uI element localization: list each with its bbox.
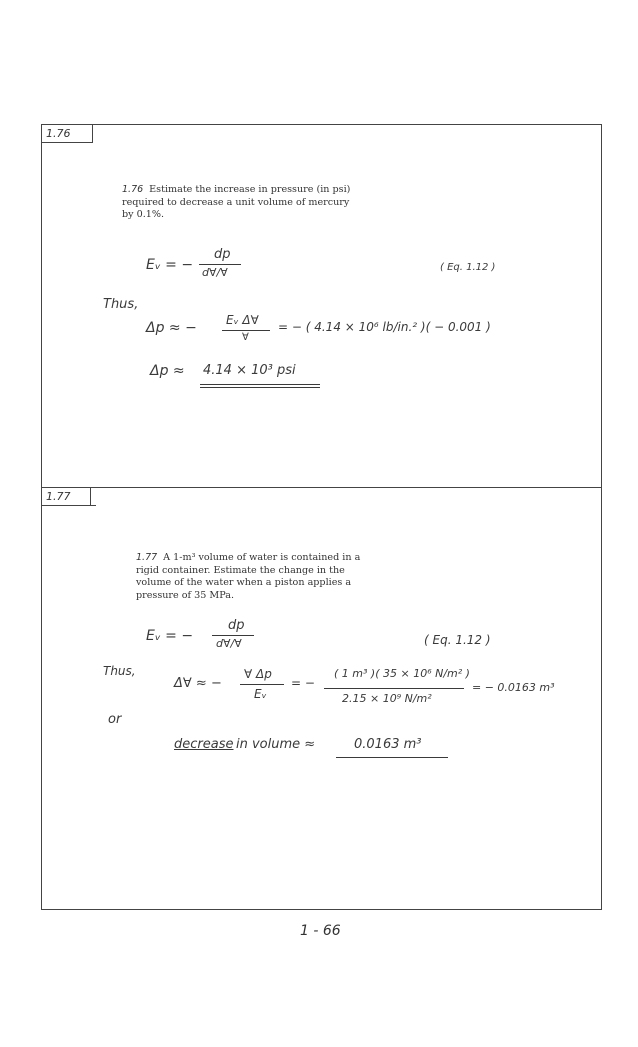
answer-underline	[200, 387, 320, 388]
answer-value: 0.0163 m³	[354, 737, 422, 752]
answer-underline	[336, 757, 448, 758]
problem-tag-1-77: 1.77	[41, 487, 91, 506]
dv-result: = − 0.0163 m³	[472, 681, 555, 694]
fraction-bar	[324, 688, 464, 689]
problem-statement-1-77	[136, 552, 366, 602]
equation-reference: ( Eq. 1.12 )	[440, 262, 496, 273]
problem-text: Estimate the increase in pressure (in psi) required to decrease a unit volume of mercury by 0.1%.	[122, 184, 351, 220]
solution-frame	[41, 124, 602, 910]
problem-number: 1.77	[136, 552, 158, 563]
dv-numerator: ∀ Δp	[244, 667, 272, 681]
ev-denominator: d∀/∀	[216, 637, 242, 650]
answer-underline	[200, 384, 320, 385]
or-label: or	[108, 712, 122, 727]
dp-denominator: ∀	[242, 332, 249, 343]
dp-numerator: Eᵥ Δ∀	[226, 313, 259, 327]
section-divider	[41, 487, 602, 488]
answer-value: 4.14 × 10³ psi	[203, 363, 296, 378]
fraction-bar	[199, 264, 241, 265]
dv-equals: = −	[291, 676, 315, 690]
fraction-bar	[212, 635, 254, 636]
ev-numerator: dp	[228, 618, 245, 633]
answer-lhs: Δp ≈	[150, 363, 185, 379]
dv-denominator: Eᵥ	[254, 687, 267, 701]
fraction-bar	[222, 330, 270, 331]
page-number: 1 - 66	[300, 923, 341, 939]
problem-text: A 1-m³ volume of water is contained in a rigid container. Estimate the change in the volume of the water when a piston applies a pressure of 35 MPa.	[136, 552, 361, 601]
problem-statement-1-76	[122, 184, 362, 222]
answer-mid: in volume ≈	[236, 737, 316, 752]
answer-label: decrease	[174, 737, 234, 752]
equation-reference: ( Eq. 1.12 )	[424, 633, 491, 647]
dv-numerator-2: ( 1 m³ )( 35 × 10⁶ N/m² )	[334, 667, 470, 680]
ev-lhs: Eᵥ = −	[146, 257, 194, 273]
ev-lhs: Eᵥ = −	[146, 628, 194, 644]
ev-denominator: d∀/∀	[202, 266, 228, 279]
ev-numerator: dp	[214, 247, 231, 262]
thus-label: Thus,	[103, 297, 139, 312]
dv-denominator-2: 2.15 × 10⁹ N/m²	[342, 692, 432, 705]
fraction-bar	[240, 684, 284, 685]
dv-lhs: Δ∀ ≈ −	[174, 676, 222, 691]
thus-label: Thus,	[103, 664, 136, 678]
problem-tag-1-76: 1.76	[41, 124, 93, 143]
problem-number: 1.76	[122, 184, 144, 195]
dp-rhs: = − ( 4.14 × 10⁶ lb/in.² )( − 0.001 )	[278, 320, 491, 334]
dp-lhs: Δp ≈ −	[146, 320, 197, 336]
